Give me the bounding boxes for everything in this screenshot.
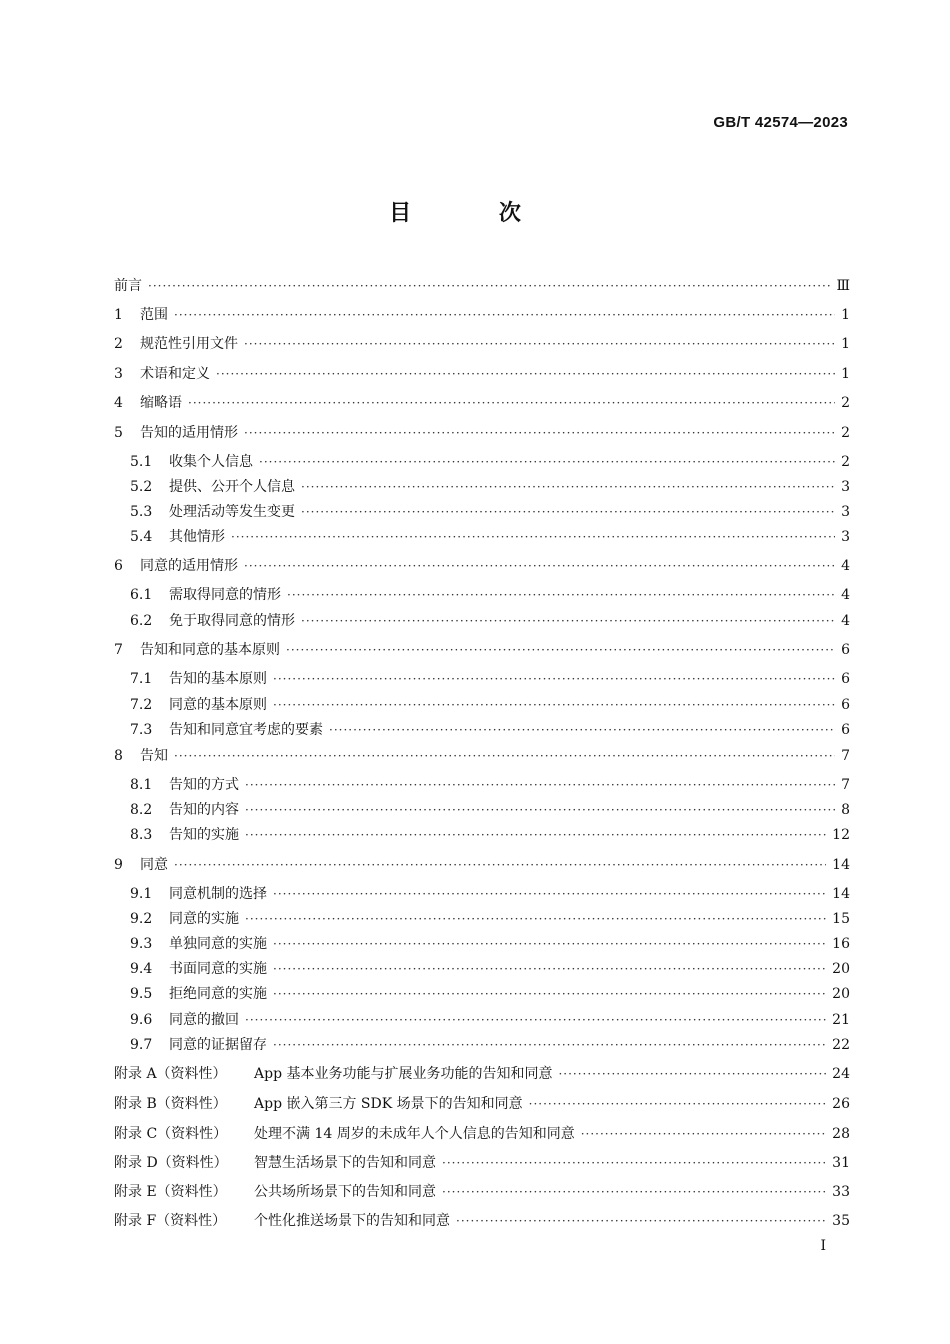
leader-dots xyxy=(188,393,835,413)
toc-entry-title: 告知的内容 xyxy=(169,802,239,818)
toc-entry-number: 8.3 xyxy=(130,827,153,843)
toc-entry[interactable] xyxy=(114,909,850,929)
toc-entry-page: 6 xyxy=(841,697,850,713)
toc-entry[interactable] xyxy=(114,527,850,547)
leader-dots xyxy=(273,984,826,1004)
leader-dots xyxy=(273,695,835,715)
toc-entry-page: 4 xyxy=(841,613,850,629)
toc-entry-title: 处理活动等发生变更 xyxy=(169,504,295,520)
toc-entry-title: 公共场所场景下的告知和同意 xyxy=(254,1184,436,1200)
leader-dots xyxy=(245,909,826,929)
toc-entry[interactable] xyxy=(114,1153,850,1173)
toc-entry-number: 8 xyxy=(114,748,123,764)
toc-entry-number: 8.1 xyxy=(130,777,153,793)
toc-entry-page: 33 xyxy=(832,1184,850,1200)
toc-entry[interactable] xyxy=(114,276,850,296)
toc-entry[interactable] xyxy=(114,884,850,904)
toc-entry-page: 26 xyxy=(832,1096,850,1112)
toc-entry[interactable] xyxy=(114,1124,850,1144)
toc-entry-title: 告知和同意宜考虑的要素 xyxy=(169,722,323,738)
toc-entry[interactable] xyxy=(114,477,850,497)
toc-entry-page: 16 xyxy=(832,936,850,952)
toc-entry-title: 需取得同意的情形 xyxy=(169,587,281,603)
leader-dots xyxy=(442,1153,826,1173)
toc-entry-title: 收集个人信息 xyxy=(169,454,253,470)
page-number: I xyxy=(820,1238,826,1254)
toc-entry-title: 同意机制的选择 xyxy=(169,886,267,902)
toc-entry-page: 14 xyxy=(832,857,850,873)
toc-entry-number: 6.1 xyxy=(130,587,153,603)
toc-entry-page: 7 xyxy=(841,777,850,793)
toc-entry-page: 6 xyxy=(841,642,850,658)
toc-entry[interactable] xyxy=(114,1094,850,1114)
toc-entry-page: 3 xyxy=(841,504,850,520)
leader-dots xyxy=(174,855,826,875)
toc-entry-title: 规范性引用文件 xyxy=(140,336,238,352)
leader-dots xyxy=(148,276,830,296)
leader-dots xyxy=(245,825,826,845)
toc-entry[interactable] xyxy=(114,305,850,325)
toc-entry-page: 6 xyxy=(841,671,850,687)
toc-entry[interactable] xyxy=(114,452,850,472)
toc-entry-title: 告知和同意的基本原则 xyxy=(140,642,280,658)
toc-entry-page: 8 xyxy=(841,802,850,818)
leader-dots xyxy=(456,1211,826,1231)
leader-dots xyxy=(529,1094,827,1114)
leader-dots xyxy=(273,884,826,904)
toc-entry-page: 4 xyxy=(841,558,850,574)
toc-entry[interactable] xyxy=(114,364,850,384)
toc-entry-page: 20 xyxy=(832,986,850,1002)
toc-entry[interactable] xyxy=(114,1182,850,1202)
leader-dots xyxy=(301,477,835,497)
standard-number: GB/T 42574—2023 xyxy=(713,114,848,131)
toc-entry-number: 附录 B（资料性） xyxy=(114,1096,227,1112)
toc-entry-number: 附录 E（资料性） xyxy=(114,1184,227,1200)
toc-entry-page: 12 xyxy=(832,827,850,843)
toc-entry-title: App 基本业务功能与扩展业务功能的告知和同意 xyxy=(254,1066,553,1082)
toc-entry[interactable] xyxy=(114,825,850,845)
toc-entry-title: 提供、公开个人信息 xyxy=(169,479,295,495)
toc-entry-page: 31 xyxy=(832,1155,850,1171)
toc-entry[interactable] xyxy=(114,1064,850,1084)
leader-dots xyxy=(301,611,835,631)
toc-entry-title: 告知的方式 xyxy=(169,777,239,793)
toc-entry-title: 前言 xyxy=(114,278,142,294)
toc-entry-number: 附录 F（资料性） xyxy=(114,1213,227,1229)
toc-entry-number: 7 xyxy=(114,642,123,658)
toc-entry-page: 20 xyxy=(832,961,850,977)
toc-entry-number: 8.2 xyxy=(130,802,153,818)
toc-entry-number: 5 xyxy=(114,425,123,441)
toc-entry-title: 术语和定义 xyxy=(140,366,210,382)
toc-entry-number: 7.2 xyxy=(130,697,153,713)
toc-entry-page: 4 xyxy=(841,587,850,603)
toc-entry-page: 7 xyxy=(841,748,850,764)
leader-dots xyxy=(273,1035,826,1055)
toc-entry-title: 同意 xyxy=(140,857,168,873)
toc-entry[interactable] xyxy=(114,746,850,766)
toc-entry-page: 1 xyxy=(841,336,850,352)
leader-dots xyxy=(245,775,835,795)
toc-entry-number: 9.7 xyxy=(130,1037,153,1053)
toc-entry-title: 同意的撤回 xyxy=(169,1012,239,1028)
toc-entry-page: 1 xyxy=(841,307,850,323)
leader-dots xyxy=(287,585,835,605)
toc-entry[interactable] xyxy=(114,393,850,413)
toc-entry-page: 2 xyxy=(841,425,850,441)
toc-entry[interactable] xyxy=(114,984,850,1004)
leader-dots xyxy=(286,640,835,660)
toc-entry[interactable] xyxy=(114,556,850,576)
toc-entry-number: 2 xyxy=(114,336,123,352)
toc-entry-title: 单独同意的实施 xyxy=(169,936,267,952)
toc-entry[interactable] xyxy=(114,585,850,605)
leader-dots xyxy=(245,800,835,820)
toc-entry-title: 范围 xyxy=(140,307,168,323)
leader-dots xyxy=(216,364,835,384)
toc-entry-page: 3 xyxy=(841,529,850,545)
toc-entry[interactable] xyxy=(114,855,850,875)
toc-entry-number: 5.3 xyxy=(130,504,153,520)
toc-entry-title: App 嵌入第三方 SDK 场景下的告知和同意 xyxy=(254,1096,523,1112)
toc-entry-page: 6 xyxy=(841,722,850,738)
toc-entry[interactable] xyxy=(114,334,850,354)
toc-entry-page: 2 xyxy=(841,395,850,411)
toc-entry-title: 告知的基本原则 xyxy=(169,671,267,687)
toc-entry[interactable] xyxy=(114,720,850,740)
toc-entry[interactable] xyxy=(114,611,850,631)
toc-entry-page: 24 xyxy=(832,1066,850,1082)
leader-dots xyxy=(174,746,835,766)
toc-entry[interactable] xyxy=(114,669,850,689)
leader-dots xyxy=(244,556,835,576)
toc-entry[interactable] xyxy=(114,934,850,954)
toc-entry-page: 35 xyxy=(832,1213,850,1229)
toc-entry-page: 15 xyxy=(832,911,850,927)
toc-entry-number: 9 xyxy=(114,857,123,873)
toc-entry-number: 附录 A（资料性） xyxy=(114,1066,227,1082)
toc-entry-title: 个性化推送场景下的告知和同意 xyxy=(254,1213,450,1229)
toc-entry-number: 附录 D（资料性） xyxy=(114,1155,228,1171)
toc-entry-title: 其他情形 xyxy=(169,529,225,545)
leader-dots xyxy=(558,1064,826,1084)
toc-entry-page: 22 xyxy=(832,1037,850,1053)
toc-entry-title: 告知的适用情形 xyxy=(140,425,238,441)
toc-entry-title: 处理不满 14 周岁的未成年人个人信息的告知和同意 xyxy=(254,1126,575,1142)
toc-entry-page: 3 xyxy=(841,479,850,495)
toc-entry-title: 免于取得同意的情形 xyxy=(169,613,295,629)
toc-entry-number: 9.5 xyxy=(130,986,153,1002)
toc-entry-title: 告知 xyxy=(140,748,168,764)
toc-entry-number: 4 xyxy=(114,395,123,411)
toc-entry-page: 21 xyxy=(832,1012,850,1028)
toc-entry-number: 9.6 xyxy=(130,1012,153,1028)
leader-dots xyxy=(259,452,835,472)
leader-dots xyxy=(244,423,835,443)
toc-entry-page: 1 xyxy=(841,366,850,382)
toc-entry-title: 同意的实施 xyxy=(169,911,239,927)
leader-dots xyxy=(244,334,835,354)
toc-entry-number: 9.1 xyxy=(130,886,153,902)
toc-entry-number: 3 xyxy=(114,366,123,382)
toc-entry[interactable] xyxy=(114,1035,850,1055)
toc-entry-page: 14 xyxy=(832,886,850,902)
toc-entry-number: 9.4 xyxy=(130,961,153,977)
leader-dots xyxy=(273,959,826,979)
toc-entry-number: 6.2 xyxy=(130,613,153,629)
toc-entry-title: 智慧生活场景下的告知和同意 xyxy=(254,1155,436,1171)
leader-dots xyxy=(174,305,835,325)
leader-dots xyxy=(329,720,835,740)
toc-entry[interactable] xyxy=(114,423,850,443)
toc-entry-title: 同意的基本原则 xyxy=(169,697,267,713)
toc-entry-number: 7.3 xyxy=(130,722,153,738)
leader-dots xyxy=(442,1182,826,1202)
toc-entry-page: 28 xyxy=(832,1126,850,1142)
toc-entry[interactable] xyxy=(114,775,850,795)
toc-entry[interactable] xyxy=(114,959,850,979)
toc-entry-number: 9.3 xyxy=(130,936,153,952)
leader-dots xyxy=(273,934,826,954)
toc-entry-number: 9.2 xyxy=(130,911,153,927)
toc-entry[interactable] xyxy=(114,640,850,660)
toc-entry-title: 同意的证据留存 xyxy=(169,1037,267,1053)
toc-entry-title: 告知的实施 xyxy=(169,827,239,843)
toc-entry-page: Ⅲ xyxy=(836,278,850,294)
toc-entry-title: 同意的适用情形 xyxy=(140,558,238,574)
toc-entry[interactable] xyxy=(114,800,850,820)
leader-dots xyxy=(273,669,835,689)
toc-entry[interactable] xyxy=(114,1211,850,1231)
toc-entry-title: 书面同意的实施 xyxy=(169,961,267,977)
toc-entry-title: 缩略语 xyxy=(140,395,182,411)
leader-dots xyxy=(231,527,835,547)
toc-entry[interactable] xyxy=(114,695,850,715)
toc-entry-number: 5.1 xyxy=(130,454,153,470)
leader-dots xyxy=(581,1124,826,1144)
toc-entry-page: 2 xyxy=(841,454,850,470)
toc-entry-number: 5.2 xyxy=(130,479,153,495)
toc-entry-number: 附录 C（资料性） xyxy=(114,1126,228,1142)
toc-entry-number: 5.4 xyxy=(130,529,153,545)
page-title: 目 次 xyxy=(389,201,561,226)
toc-entry-number: 1 xyxy=(114,307,123,323)
toc-entry-number: 7.1 xyxy=(130,671,153,687)
toc-entry-number: 6 xyxy=(114,558,123,574)
leader-dots xyxy=(245,1010,826,1030)
toc-entry[interactable] xyxy=(114,502,850,522)
leader-dots xyxy=(301,502,835,522)
toc-entry[interactable] xyxy=(114,1010,850,1030)
toc-entry-title: 拒绝同意的实施 xyxy=(169,986,267,1002)
